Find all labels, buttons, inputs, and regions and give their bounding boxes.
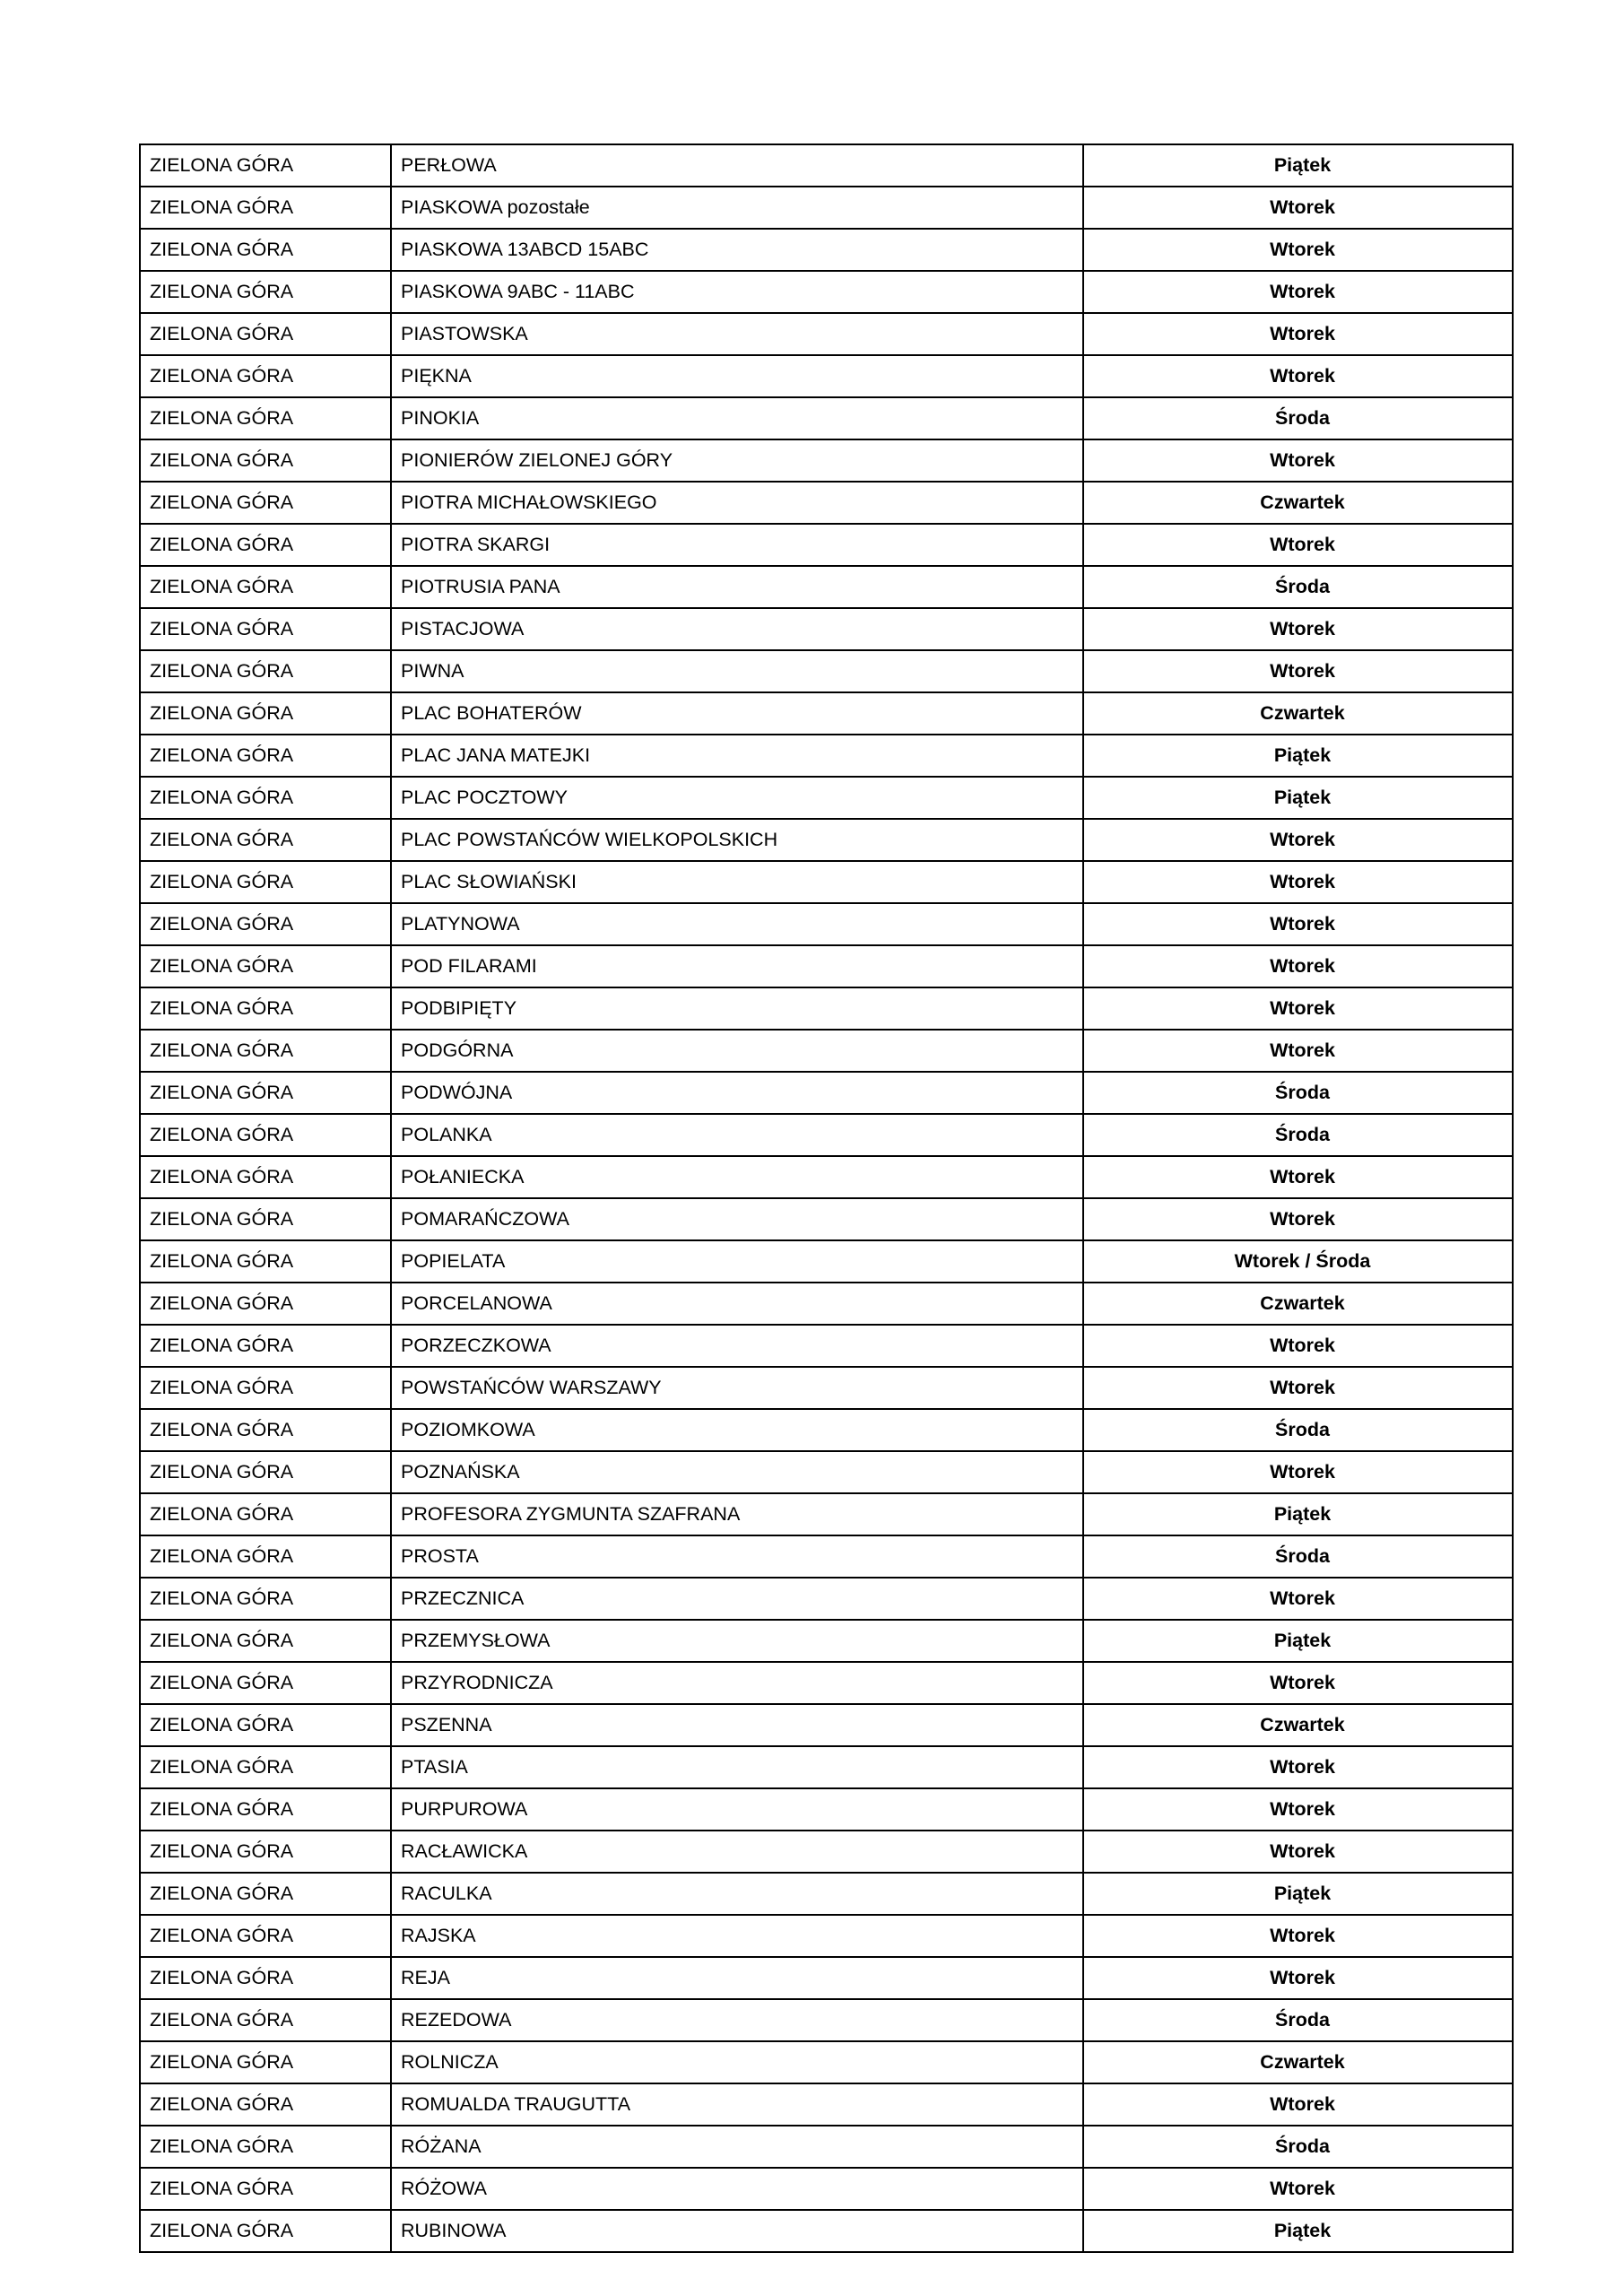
cell-collection-day: Wtorek: [1083, 861, 1513, 903]
cell-street: PIASTOWSKA: [391, 313, 1083, 355]
cell-street: PODGÓRNA: [391, 1030, 1083, 1072]
table-row: [140, 1915, 1513, 1957]
cell-collection-day: Czwartek: [1083, 692, 1513, 735]
table-row: [140, 1662, 1513, 1704]
cell-collection-day: Piątek: [1083, 2210, 1513, 2252]
cell-street: PIOTRA SKARGI: [391, 524, 1083, 566]
table-row: [140, 397, 1513, 439]
cell-collection-day: Wtorek: [1083, 1325, 1513, 1367]
cell-street: PODBIPIĘTY: [391, 987, 1083, 1030]
table-row: [140, 1620, 1513, 1662]
cell-collection-day: Wtorek: [1083, 650, 1513, 692]
cell-collection-day: Środa: [1083, 397, 1513, 439]
cell-street: POŁANIECKA: [391, 1156, 1083, 1198]
cell-collection-day: Środa: [1083, 566, 1513, 608]
cell-collection-day: Środa: [1083, 2126, 1513, 2168]
table-row: [140, 1535, 1513, 1578]
table-row: [140, 2126, 1513, 2168]
cell-street: PSZENNA: [391, 1704, 1083, 1746]
table-row: [140, 439, 1513, 482]
cell-street: PRZYRODNICZA: [391, 1662, 1083, 1704]
cell-collection-day: Wtorek: [1083, 1788, 1513, 1831]
cell-collection-day: Piątek: [1083, 1620, 1513, 1662]
cell-collection-day: Wtorek: [1083, 229, 1513, 271]
cell-city: ZIELONA GÓRA: [140, 1030, 391, 1072]
table-row: [140, 1578, 1513, 1620]
cell-collection-day: Wtorek: [1083, 903, 1513, 945]
table-row: [140, 903, 1513, 945]
cell-street: PERŁOWA: [391, 144, 1083, 187]
table-row: [140, 945, 1513, 987]
table-row: [140, 1999, 1513, 2041]
cell-street: ROLNICZA: [391, 2041, 1083, 2083]
cell-city: ZIELONA GÓRA: [140, 1240, 391, 1283]
cell-street: PLAC POCZTOWY: [391, 777, 1083, 819]
cell-city: ZIELONA GÓRA: [140, 945, 391, 987]
cell-street: POZIOMKOWA: [391, 1409, 1083, 1451]
collection-schedule-table: [139, 144, 1514, 2253]
table-row: [140, 566, 1513, 608]
table-row: [140, 2041, 1513, 2083]
cell-street: RACŁAWICKA: [391, 1831, 1083, 1873]
cell-city: ZIELONA GÓRA: [140, 2168, 391, 2210]
cell-city: ZIELONA GÓRA: [140, 1283, 391, 1325]
cell-city: ZIELONA GÓRA: [140, 1999, 391, 2041]
cell-collection-day: Czwartek: [1083, 482, 1513, 524]
cell-street: POWSTAŃCÓW WARSZAWY: [391, 1367, 1083, 1409]
cell-street: RÓŻANA: [391, 2126, 1083, 2168]
cell-collection-day: Piątek: [1083, 144, 1513, 187]
cell-collection-day: Wtorek: [1083, 2168, 1513, 2210]
cell-street: ROMUALDA TRAUGUTTA: [391, 2083, 1083, 2126]
table-row: [140, 1746, 1513, 1788]
cell-collection-day: Piątek: [1083, 735, 1513, 777]
cell-collection-day: Wtorek: [1083, 1156, 1513, 1198]
cell-city: ZIELONA GÓRA: [140, 1662, 391, 1704]
table-row: [140, 1957, 1513, 1999]
cell-collection-day: Piątek: [1083, 1873, 1513, 1915]
cell-collection-day: Piątek: [1083, 1493, 1513, 1535]
table-row: [140, 271, 1513, 313]
cell-street: REZEDOWA: [391, 1999, 1083, 2041]
cell-street: POLANKA: [391, 1114, 1083, 1156]
cell-collection-day: Wtorek: [1083, 1451, 1513, 1493]
cell-city: ZIELONA GÓRA: [140, 1620, 391, 1662]
cell-collection-day: Czwartek: [1083, 1283, 1513, 1325]
cell-collection-day: Środa: [1083, 1999, 1513, 2041]
cell-city: ZIELONA GÓRA: [140, 313, 391, 355]
table-row: [140, 1704, 1513, 1746]
cell-city: ZIELONA GÓRA: [140, 229, 391, 271]
table-row: [140, 1493, 1513, 1535]
cell-city: ZIELONA GÓRA: [140, 1325, 391, 1367]
cell-street: PROSTA: [391, 1535, 1083, 1578]
cell-street: PISTACJOWA: [391, 608, 1083, 650]
cell-collection-day: Wtorek: [1083, 1831, 1513, 1873]
cell-collection-day: Wtorek: [1083, 819, 1513, 861]
cell-street: PIĘKNA: [391, 355, 1083, 397]
cell-street: PIASKOWA pozostałe: [391, 187, 1083, 229]
cell-street: PORCELANOWA: [391, 1283, 1083, 1325]
cell-city: ZIELONA GÓRA: [140, 144, 391, 187]
cell-city: ZIELONA GÓRA: [140, 819, 391, 861]
table-row: [140, 2168, 1513, 2210]
cell-city: ZIELONA GÓRA: [140, 650, 391, 692]
cell-city: ZIELONA GÓRA: [140, 524, 391, 566]
cell-collection-day: Czwartek: [1083, 1704, 1513, 1746]
table-row: [140, 1156, 1513, 1198]
cell-collection-day: Piątek: [1083, 777, 1513, 819]
table-row: [140, 187, 1513, 229]
table-row: [140, 650, 1513, 692]
cell-street: PLAC POWSTAŃCÓW WIELKOPOLSKICH: [391, 819, 1083, 861]
cell-street: POZNAŃSKA: [391, 1451, 1083, 1493]
cell-city: ZIELONA GÓRA: [140, 1578, 391, 1620]
cell-street: POD FILARAMI: [391, 945, 1083, 987]
cell-street: REJA: [391, 1957, 1083, 1999]
cell-street: PURPUROWA: [391, 1788, 1083, 1831]
cell-city: ZIELONA GÓRA: [140, 1788, 391, 1831]
cell-collection-day: Wtorek: [1083, 187, 1513, 229]
cell-collection-day: Wtorek: [1083, 524, 1513, 566]
table-row: [140, 1873, 1513, 1915]
table-body: [140, 144, 1513, 2252]
cell-street: PIASKOWA 13ABCD 15ABC: [391, 229, 1083, 271]
cell-collection-day: Wtorek: [1083, 987, 1513, 1030]
cell-city: ZIELONA GÓRA: [140, 2083, 391, 2126]
table-row: [140, 1240, 1513, 1283]
cell-street: PTASIA: [391, 1746, 1083, 1788]
cell-street: POPIELATA: [391, 1240, 1083, 1283]
table-row: [140, 1367, 1513, 1409]
cell-city: ZIELONA GÓRA: [140, 2041, 391, 2083]
cell-collection-day: Wtorek: [1083, 439, 1513, 482]
cell-city: ZIELONA GÓRA: [140, 271, 391, 313]
cell-city: ZIELONA GÓRA: [140, 1746, 391, 1788]
table-row: [140, 1198, 1513, 1240]
table-row: [140, 2083, 1513, 2126]
table-row: [140, 1030, 1513, 1072]
cell-collection-day: Wtorek: [1083, 1367, 1513, 1409]
cell-city: ZIELONA GÓRA: [140, 1451, 391, 1493]
cell-street: PLAC BOHATERÓW: [391, 692, 1083, 735]
cell-street: PLATYNOWA: [391, 903, 1083, 945]
table-row: [140, 1072, 1513, 1114]
table-row: [140, 1409, 1513, 1451]
table-row: [140, 313, 1513, 355]
table-row: [140, 482, 1513, 524]
table-row: [140, 608, 1513, 650]
cell-city: ZIELONA GÓRA: [140, 397, 391, 439]
cell-city: ZIELONA GÓRA: [140, 439, 391, 482]
cell-collection-day: Wtorek: [1083, 1957, 1513, 1999]
table-row: [140, 144, 1513, 187]
cell-city: ZIELONA GÓRA: [140, 1409, 391, 1451]
cell-street: PRZECZNICA: [391, 1578, 1083, 1620]
cell-collection-day: Wtorek / Środa: [1083, 1240, 1513, 1283]
cell-street: PINOKIA: [391, 397, 1083, 439]
cell-city: ZIELONA GÓRA: [140, 903, 391, 945]
cell-collection-day: Wtorek: [1083, 2083, 1513, 2126]
cell-city: ZIELONA GÓRA: [140, 1535, 391, 1578]
table-row: [140, 1831, 1513, 1873]
cell-city: ZIELONA GÓRA: [140, 692, 391, 735]
cell-street: PIASKOWA 9ABC - 11ABC: [391, 271, 1083, 313]
table-row: [140, 777, 1513, 819]
cell-street: PIONIERÓW ZIELONEJ GÓRY: [391, 439, 1083, 482]
table-row: [140, 1114, 1513, 1156]
cell-street: PLAC SŁOWIAŃSKI: [391, 861, 1083, 903]
cell-collection-day: Środa: [1083, 1072, 1513, 1114]
cell-city: ZIELONA GÓRA: [140, 355, 391, 397]
cell-collection-day: Wtorek: [1083, 355, 1513, 397]
cell-street: PIOTRA MICHAŁOWSKIEGO: [391, 482, 1083, 524]
cell-street: RACULKA: [391, 1873, 1083, 1915]
cell-city: ZIELONA GÓRA: [140, 1831, 391, 1873]
cell-city: ZIELONA GÓRA: [140, 1957, 391, 1999]
cell-collection-day: Środa: [1083, 1409, 1513, 1451]
cell-collection-day: Wtorek: [1083, 945, 1513, 987]
cell-collection-day: Wtorek: [1083, 271, 1513, 313]
cell-collection-day: Wtorek: [1083, 1198, 1513, 1240]
cell-street: RÓŻOWA: [391, 2168, 1083, 2210]
table-row: [140, 692, 1513, 735]
cell-city: ZIELONA GÓRA: [140, 2126, 391, 2168]
cell-city: ZIELONA GÓRA: [140, 566, 391, 608]
cell-city: ZIELONA GÓRA: [140, 777, 391, 819]
cell-city: ZIELONA GÓRA: [140, 187, 391, 229]
cell-city: ZIELONA GÓRA: [140, 1873, 391, 1915]
cell-street: PIWNA: [391, 650, 1083, 692]
cell-city: ZIELONA GÓRA: [140, 1704, 391, 1746]
cell-city: ZIELONA GÓRA: [140, 861, 391, 903]
cell-city: ZIELONA GÓRA: [140, 1367, 391, 1409]
cell-street: PROFESORA ZYGMUNTA SZAFRANA: [391, 1493, 1083, 1535]
cell-collection-day: Wtorek: [1083, 1662, 1513, 1704]
cell-city: ZIELONA GÓRA: [140, 1114, 391, 1156]
table-row: [140, 1451, 1513, 1493]
cell-street: PLAC JANA MATEJKI: [391, 735, 1083, 777]
table-row: [140, 1283, 1513, 1325]
cell-collection-day: Wtorek: [1083, 1746, 1513, 1788]
cell-city: ZIELONA GÓRA: [140, 1156, 391, 1198]
cell-city: ZIELONA GÓRA: [140, 2210, 391, 2252]
table-row: [140, 1788, 1513, 1831]
cell-city: ZIELONA GÓRA: [140, 1493, 391, 1535]
cell-city: ZIELONA GÓRA: [140, 1915, 391, 1957]
cell-collection-day: Wtorek: [1083, 608, 1513, 650]
cell-collection-day: Wtorek: [1083, 1030, 1513, 1072]
cell-collection-day: Wtorek: [1083, 313, 1513, 355]
cell-city: ZIELONA GÓRA: [140, 1198, 391, 1240]
cell-city: ZIELONA GÓRA: [140, 1072, 391, 1114]
cell-street: RAJSKA: [391, 1915, 1083, 1957]
cell-street: PODWÓJNA: [391, 1072, 1083, 1114]
cell-street: RUBINOWA: [391, 2210, 1083, 2252]
cell-collection-day: Środa: [1083, 1535, 1513, 1578]
cell-street: PORZECZKOWA: [391, 1325, 1083, 1367]
cell-city: ZIELONA GÓRA: [140, 608, 391, 650]
cell-city: ZIELONA GÓRA: [140, 735, 391, 777]
table-row: [140, 524, 1513, 566]
table-row: [140, 735, 1513, 777]
cell-street: PRZEMYSŁOWA: [391, 1620, 1083, 1662]
cell-city: ZIELONA GÓRA: [140, 482, 391, 524]
cell-collection-day: Wtorek: [1083, 1915, 1513, 1957]
cell-collection-day: Wtorek: [1083, 1578, 1513, 1620]
cell-collection-day: Czwartek: [1083, 2041, 1513, 2083]
cell-street: PIOTRUSIA PANA: [391, 566, 1083, 608]
cell-city: ZIELONA GÓRA: [140, 987, 391, 1030]
table-row: [140, 229, 1513, 271]
table-row: [140, 2210, 1513, 2252]
table-row: [140, 861, 1513, 903]
cell-street: POMARAŃCZOWA: [391, 1198, 1083, 1240]
table-row: [140, 819, 1513, 861]
table-row: [140, 1325, 1513, 1367]
table-row: [140, 355, 1513, 397]
table-row: [140, 987, 1513, 1030]
cell-collection-day: Środa: [1083, 1114, 1513, 1156]
